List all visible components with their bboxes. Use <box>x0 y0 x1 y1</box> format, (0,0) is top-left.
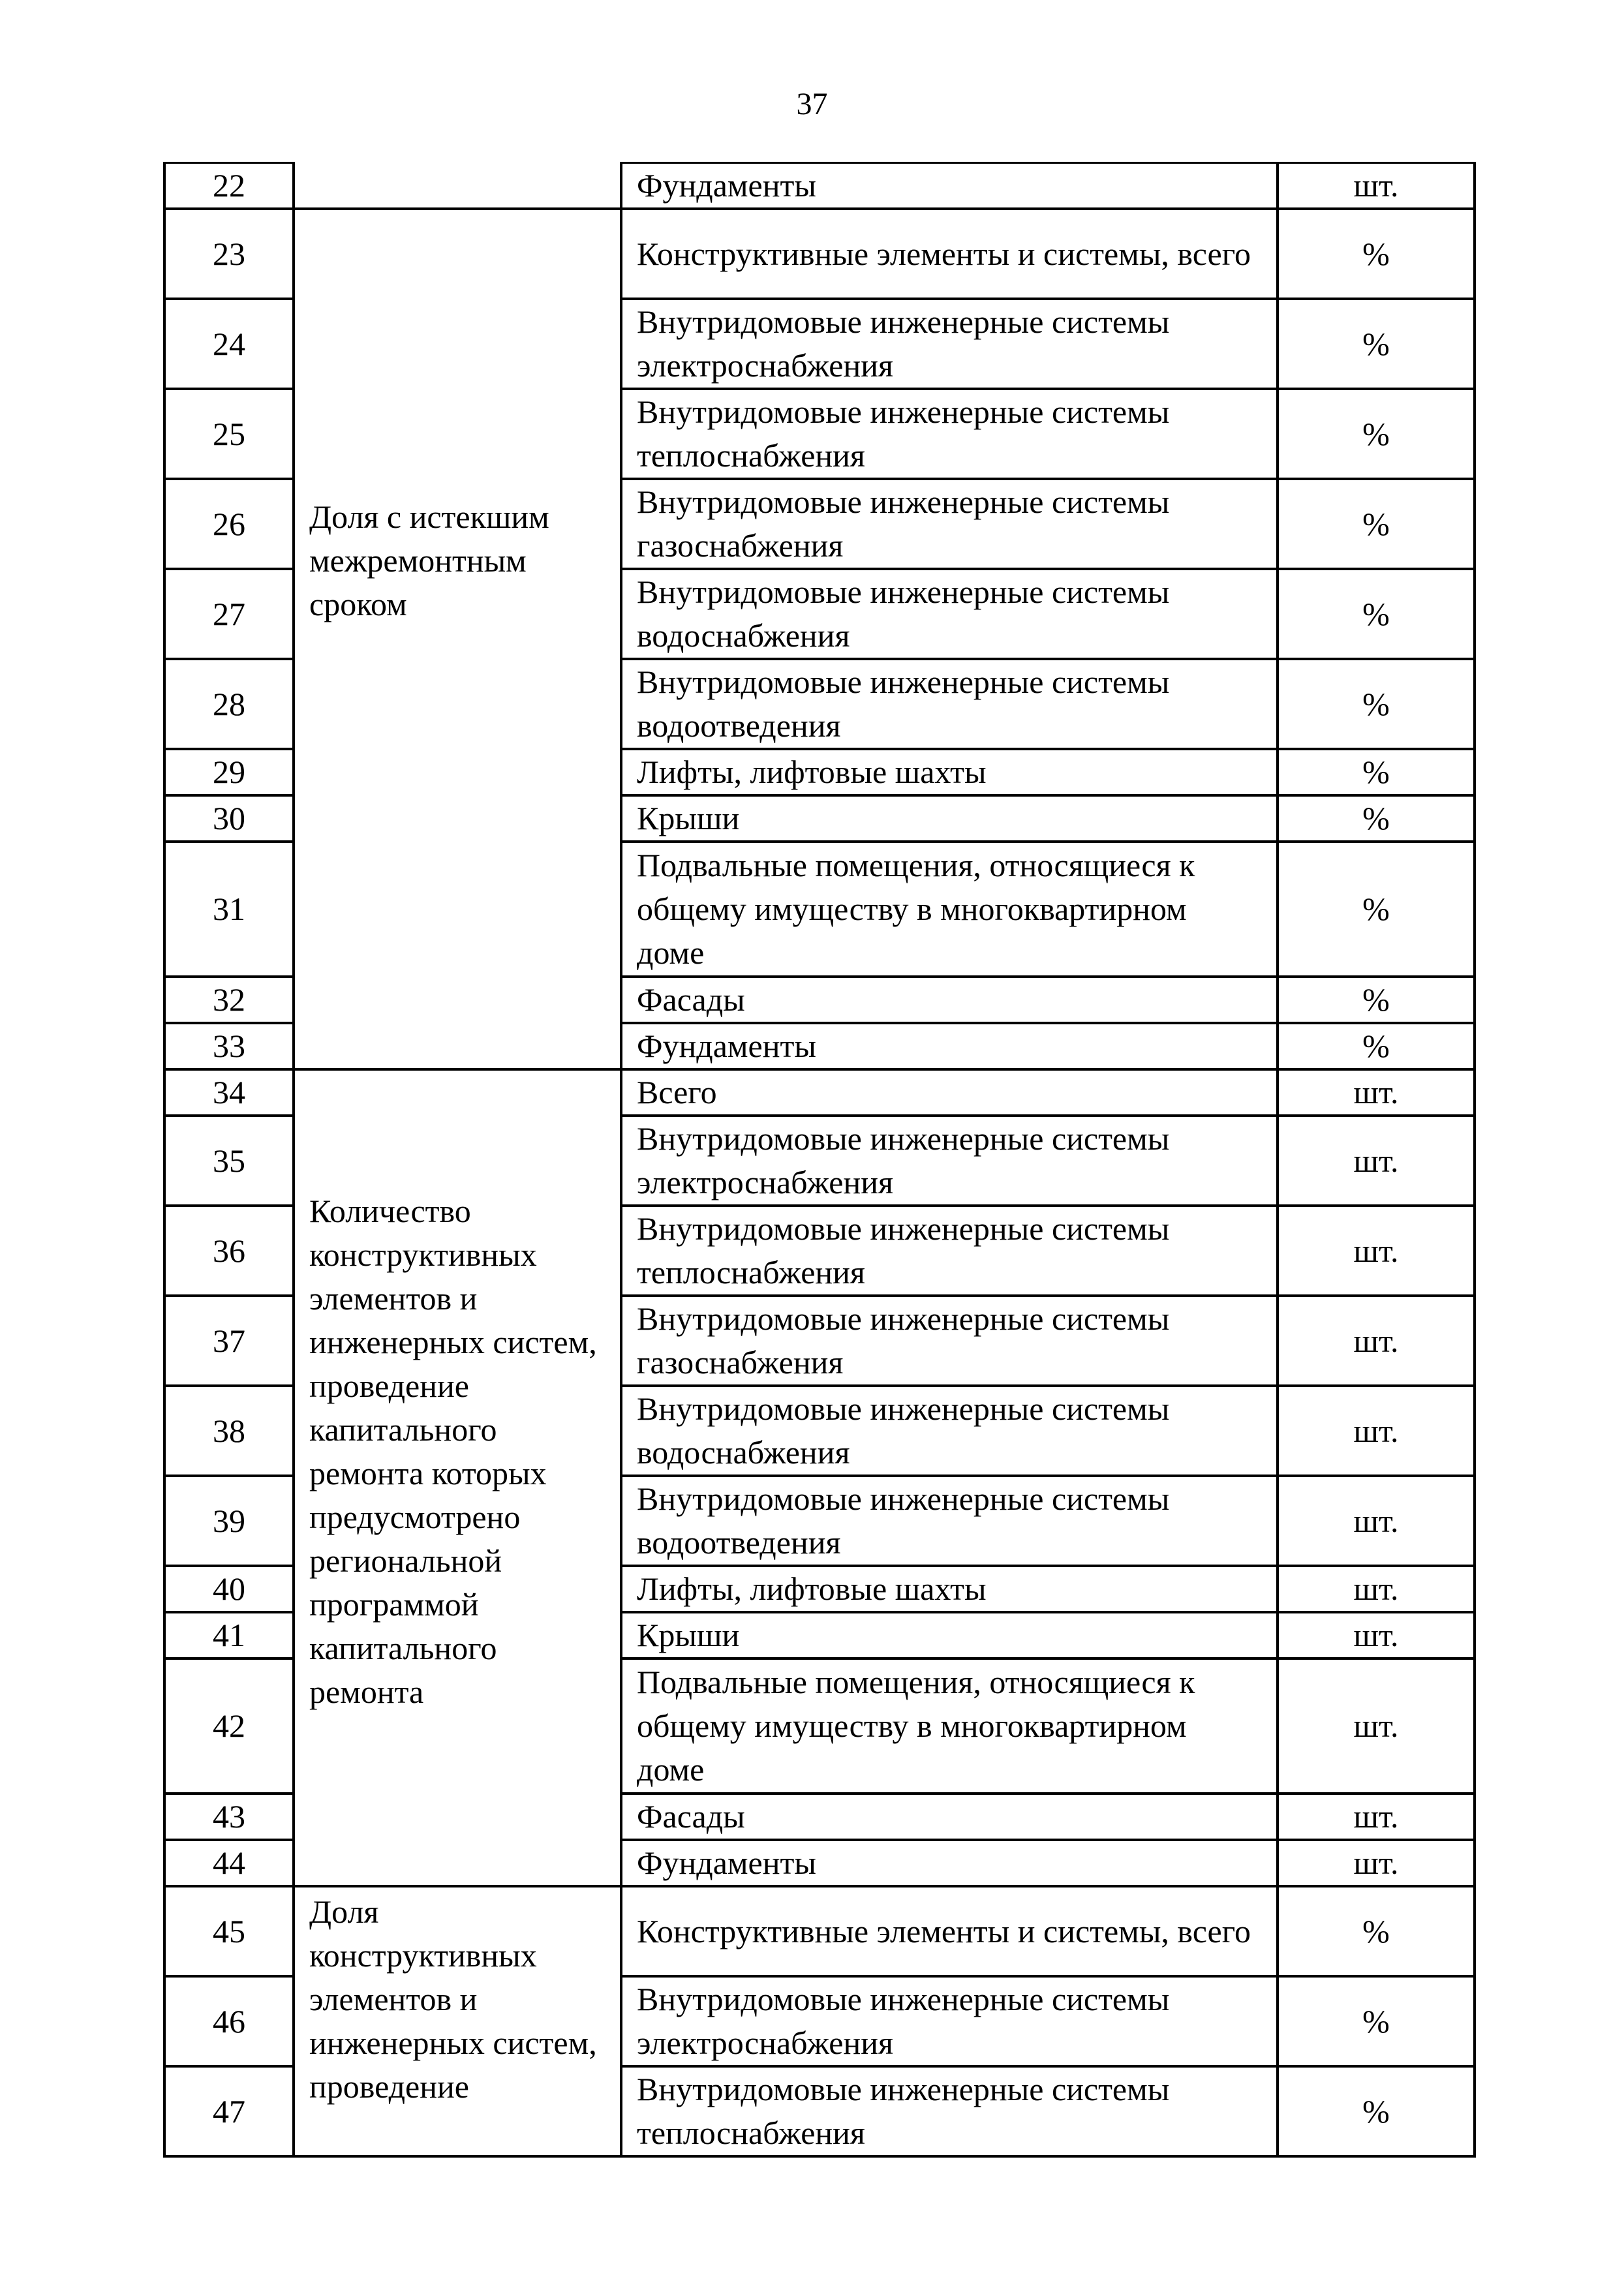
unit-cell: % <box>1278 389 1475 479</box>
unit-cell: % <box>1278 749 1475 795</box>
item-name: Внутридомовые инженерные системы водоотведения <box>621 1476 1278 1566</box>
item-name: Внутридомовые инженерные системы теплоснабжения <box>621 389 1278 479</box>
item-name: Внутридомовые инженерные системы водоснабжения <box>621 569 1278 659</box>
unit-cell: % <box>1278 977 1475 1023</box>
row-number: 43 <box>164 1794 294 1840</box>
row-number: 42 <box>164 1658 294 1794</box>
page-number: 37 <box>796 87 828 121</box>
indicator-table <box>163 162 1476 2158</box>
unit-cell: % <box>1278 1023 1475 1069</box>
row-number: 47 <box>164 2066 294 2156</box>
item-name: Внутридомовые инженерные системы водоотведения <box>621 659 1278 749</box>
unit-cell: % <box>1278 659 1475 749</box>
item-name: Внутридомовые инженерные системы газоснабжения <box>621 1296 1278 1386</box>
row-number: 34 <box>164 1069 294 1116</box>
row-number: 38 <box>164 1386 294 1476</box>
item-name: Подвальные помещения, относящиеся к общему имуществу в многоквартирном доме <box>621 1658 1278 1794</box>
item-name: Фасады <box>621 1794 1278 1840</box>
table-row <box>164 1069 1475 1116</box>
item-name: Крыши <box>621 1612 1278 1658</box>
unit-cell: шт. <box>1278 1296 1475 1386</box>
row-number: 35 <box>164 1116 294 1206</box>
unit-cell: % <box>1278 1886 1475 1976</box>
unit-cell: % <box>1278 209 1475 299</box>
table-row <box>164 1886 1475 1976</box>
unit-cell: шт. <box>1278 1206 1475 1296</box>
row-number: 32 <box>164 977 294 1023</box>
item-name: Подвальные помещения, относящиеся к общему имуществу в многоквартирном доме <box>621 842 1278 977</box>
unit-cell: % <box>1278 2066 1475 2156</box>
row-number: 30 <box>164 795 294 842</box>
item-name: Внутридомовые инженерные системы газоснабжения <box>621 479 1278 569</box>
row-number: 46 <box>164 1976 294 2066</box>
row-number: 22 <box>164 163 294 209</box>
group-overdue-share: Доля с истекшим межремонтным сроком <box>294 209 621 1069</box>
row-number: 39 <box>164 1476 294 1566</box>
item-name: Внутридомовые инженерные системы электроснабжения <box>621 299 1278 389</box>
group-planned-count: Количество конструктивных элементов и инженерных систем, проведение капитального ремонта которых предусмотрено региональной программой капитального ремонта <box>294 1069 621 1886</box>
row-number: 24 <box>164 299 294 389</box>
unit-cell: шт. <box>1278 1566 1475 1612</box>
unit-cell: % <box>1278 479 1475 569</box>
item-name: Фундаменты <box>621 1840 1278 1886</box>
item-name: Конструктивные элементы и системы, всего <box>621 1886 1278 1976</box>
item-name: Внутридомовые инженерные системы теплоснабжения <box>621 1206 1278 1296</box>
item-name: Внутридомовые инженерные системы электроснабжения <box>621 1976 1278 2066</box>
unit-cell: шт. <box>1278 1794 1475 1840</box>
unit-cell: шт. <box>1278 1840 1475 1886</box>
unit-cell: шт. <box>1278 163 1475 209</box>
row-number: 37 <box>164 1296 294 1386</box>
item-name: Лифты, лифтовые шахты <box>621 749 1278 795</box>
unit-cell: шт. <box>1278 1386 1475 1476</box>
unit-cell: шт. <box>1278 1658 1475 1794</box>
row-number: 29 <box>164 749 294 795</box>
unit-cell: % <box>1278 1976 1475 2066</box>
unit-cell: шт. <box>1278 1476 1475 1566</box>
row-number: 40 <box>164 1566 294 1612</box>
row-number: 33 <box>164 1023 294 1069</box>
item-name: Внутридомовые инженерные системы теплоснабжения <box>621 2066 1278 2156</box>
item-name: Всего <box>621 1069 1278 1116</box>
unit-cell: % <box>1278 795 1475 842</box>
unit-cell: шт. <box>1278 1069 1475 1116</box>
item-name: Крыши <box>621 795 1278 842</box>
unit-cell: шт. <box>1278 1612 1475 1658</box>
row-number: 28 <box>164 659 294 749</box>
item-name: Фасады <box>621 977 1278 1023</box>
row-number: 23 <box>164 209 294 299</box>
row-number: 26 <box>164 479 294 569</box>
table-row <box>164 163 1475 209</box>
unit-cell: % <box>1278 569 1475 659</box>
table-row <box>164 209 1475 299</box>
row-number: 41 <box>164 1612 294 1658</box>
group-cell-empty <box>294 163 621 209</box>
row-number: 27 <box>164 569 294 659</box>
item-name: Фундаменты <box>621 163 1278 209</box>
item-name: Фундаменты <box>621 1023 1278 1069</box>
row-number: 25 <box>164 389 294 479</box>
unit-cell: % <box>1278 842 1475 977</box>
item-name: Внутридомовые инженерные системы водоснабжения <box>621 1386 1278 1476</box>
row-number: 45 <box>164 1886 294 1976</box>
item-name: Внутридомовые инженерные системы электроснабжения <box>621 1116 1278 1206</box>
row-number: 44 <box>164 1840 294 1886</box>
unit-cell: шт. <box>1278 1116 1475 1206</box>
item-name: Конструктивные элементы и системы, всего <box>621 209 1278 299</box>
row-number: 31 <box>164 842 294 977</box>
row-number: 36 <box>164 1206 294 1296</box>
group-planned-share: Доля конструктивных элементов и инженерных систем, проведение <box>294 1886 621 2156</box>
unit-cell: % <box>1278 299 1475 389</box>
item-name: Лифты, лифтовые шахты <box>621 1566 1278 1612</box>
